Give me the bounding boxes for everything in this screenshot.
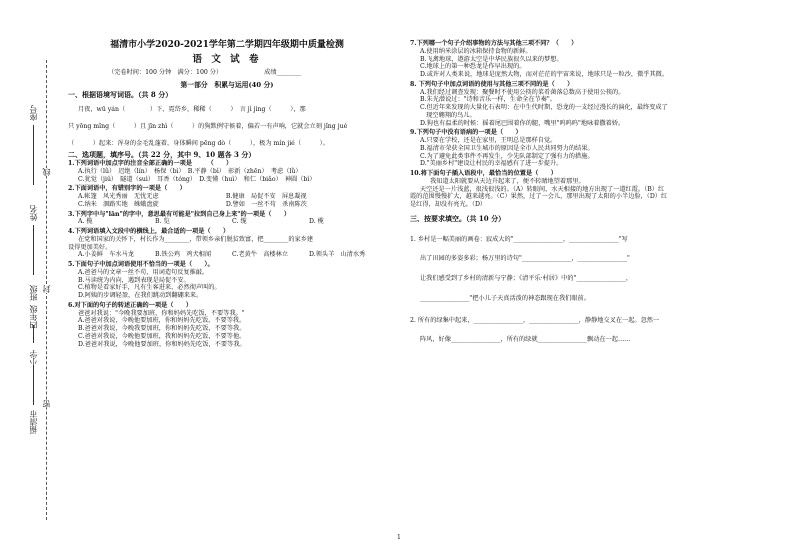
q3: 3.下列字中与"lān"的字中，意思最有可能是"拉到自己身上来"的一项是（ ）	[68, 210, 291, 218]
fill1-line-a: 1. 乡村是一幅美丽的画卷：寂成大的"________________，________________"写	[410, 235, 628, 243]
q9-option-b: B.福清市荣获全国卫生城市的原因是全市人民共同努力的结果。	[420, 144, 594, 152]
q7-option-b: B.飞禽地球、遨游太空是中华民族很久以来的梦想。	[420, 55, 563, 63]
q6-option-d: D.爸爸对我说，今晚他要加班，你和妈妈先吃饭，不要等我。	[78, 340, 246, 348]
q4-option-b: B.铁公鸡 鸡犬相闻	[155, 251, 212, 259]
q9-option-a: A.只要在学校，还是在家里，王明总是那样自觉。	[420, 137, 557, 144]
q7: 7.下列哪一个句子介绍事物的方法与其他三项不同？（ ）	[410, 40, 578, 47]
cut-mark-mi: 密	[42, 400, 51, 408]
q4-option-d: D.领头羊 山清水秀	[309, 251, 366, 259]
q1-line-a: A.执行（lǜ） 迟绝（lín） 杨保（bì） B.平静（bì） 彰新（zhēn） 考虑（lǜ）	[78, 167, 302, 175]
cut-mark-feng: 封	[42, 285, 51, 293]
q6: 6.对下面的句子的转述正确的一项是（ ）	[68, 301, 193, 309]
q6-text: 爸爸对我说："今晚我要加班，你和妈妈先吃饭，不要等我。"	[78, 309, 245, 317]
q5-option-b: B.马读统为内向，遇到表现是局促不安。	[78, 276, 190, 284]
q4-option-c: C.老黄牛 高楼林立	[232, 251, 288, 259]
page-number: 1	[397, 534, 401, 541]
exam-title: 福清市小学2020-2021学年第二学期四年级期中质量检测	[110, 40, 344, 50]
q6-option-b: B.爸爸对我说，今晚我要加班，你和妈妈先吃饭，不要等我。	[78, 325, 246, 333]
q8-option-d: D.狗也有温柔的时候：摇着尾巴围着你的腿，嘴里"呜呜呜"地咏着撒着娇。	[420, 119, 625, 127]
s1-line-1: 月夜，wū yán（ ）下，霓岱乡，稀稀（ ） 言 jì jìng（ ），那	[78, 106, 306, 114]
q7-option-c: C.地球上的第一种恐龙是作早出现的。	[420, 63, 526, 71]
q4: 4.下列词语填入文段中的横线上，最合适的一项是（ ）	[68, 228, 230, 236]
q4-text-2: 设得更加美好。	[68, 243, 112, 251]
fill2-line-a: 2. 所有的绿集中起来，________________，________________，静静地交叉在一起。忽然一	[410, 316, 660, 324]
q10: 10.将下面句子插入语段中，最恰当的位置是（ ）	[410, 170, 557, 177]
q8: 8. 下列句子中加点词语的使用与其他三项不同的是（ ）	[410, 80, 574, 88]
q10-passage-2: 霞的范围慢慢扩大，越来越亮。（C）果然，过了一会儿，那里出现了太阳的小半边脸，（D）红	[410, 193, 668, 201]
school-label: 小学	[29, 350, 38, 366]
binding-strip	[0, 0, 62, 549]
q9: 9.下列句子中没有语病的一项是（ ）	[410, 129, 522, 137]
part1-heading: 第一部分 积累与运用(40 分)	[180, 80, 274, 89]
q2-option-d: D.譬如 一丝不苟 杀南陈茨	[225, 200, 307, 208]
q7-option-d: D.或许对人类来说，地球是庞然大物，而对茫茫的宇宙来说，地球只是一粒沙，微乎其微。	[420, 71, 669, 78]
cut-mark-xian: 线	[42, 168, 51, 176]
q5-option-c: C.植物是看家好手，凡有生客进来，必然彻声叫的。	[78, 284, 221, 292]
fill1-line-d: ________________"把小儿子天真活泼的神态跟现在我们眼前。	[420, 294, 590, 302]
exam-meta: （完卷时间：100 分钟 满分：100 分）	[108, 69, 223, 77]
q7-option-a: A.使用纳米涂层的冰箱保持食物的新鲜。	[420, 47, 532, 55]
q4-option-a: A.小姜鲜 车水马龙	[78, 251, 134, 259]
name-label: 姓名	[29, 205, 38, 221]
q4-text: 在党和国家的关怀下，村长作为________，带领乡亲们脱贫致富，把________的家乡建	[78, 235, 314, 243]
q8-option-c: C.但近年来发现的大量化石表明：在中生代时期，恐龙的一支经过漫长的演化，最终变成了	[420, 104, 668, 111]
grade-label: 四年级	[29, 305, 38, 329]
q9-option-c: C.为了避免此类事件不再发生，少先队部制定了强有力的措施。	[420, 152, 594, 160]
q3-option-c: C. 缆	[232, 218, 247, 226]
q6-option-a: A.爸爸对我说，今晚他要加班，你和妈妈先吃饭，不要等我。	[78, 317, 246, 325]
q2-option-a: A.帐篷 风光秀丽 无忧无虑	[78, 193, 159, 201]
q10-sentence: 我知道太阳就要从天边升起来了，便不转睛地望着那里。	[430, 177, 585, 185]
q3-option-b: B. 览	[155, 218, 170, 226]
fill1-line-b: 出了田园的多姿多彩；杨万里的诗句"________________，________________"	[420, 255, 630, 263]
s1-line-3: （ ）起来：浑身的金毛乱蓬着，身体瞬间 pēng dò（ ），极为 mín jié（ ）。	[68, 139, 329, 147]
q6-option-c: C.爸爸对我说，今晚他要加班，我和妈妈先吃饭，不要等他。	[78, 332, 246, 340]
q1: 1.下列词语中加点字的注音全部正确的一项是 （ ）	[68, 160, 233, 168]
q8-option-c-cont: 现空翱翔的鸟儿。	[420, 111, 476, 119]
q2-option-c: C.纳米 涸路实地 蛛蛾盘旋	[78, 200, 159, 208]
q5-option-d: D.阿姨的步调轻盈，在我们跳动到翻硼来来。	[78, 292, 203, 300]
q8-option-b: B.朱光潜说过："诗和音乐一样，生命全在节奏"。	[420, 96, 556, 104]
q3-option-d: D. 榄	[309, 218, 324, 226]
left-column	[68, 40, 386, 348]
section2-heading: 二、选项题，填序号。（共 22 分，其中 9、10 题各 3 分）	[68, 150, 256, 160]
section3-heading: 三、按要求填空。（共 10 分）	[410, 213, 506, 223]
class-label: 班级	[29, 285, 38, 301]
q2: 2.下面词语中，有错别字的一项是（ ）	[68, 185, 186, 193]
q3-option-a: A. 揽	[78, 218, 93, 226]
exam-subject: 语 文 试 卷	[192, 54, 262, 66]
q10-passage-3: 是红得，却没有亮光。（D）	[410, 201, 487, 208]
q9-option-d: D."美丽乡村"建设让村民的幸福感有了进一步提升。	[420, 160, 563, 168]
seat-label: 座号	[29, 105, 38, 121]
city-label: 福清市	[29, 410, 38, 434]
q10-passage-1: 天空还是一片浅蓝，很浅很浅的。（A）转眼间，水天相接的地方出现了一道红霞。（B）红	[420, 185, 665, 193]
s1-line-2: 只 yōng mǐng（ ）且 jīn zhì（ ）的狗默例守候着，偏若一有声响，它就会立刻 jǐng jué	[68, 122, 348, 130]
section1-heading: 一、根据语境写词语。（共 8 分）	[68, 90, 173, 100]
q8-option-a: A.我们经过调查发现：聚餐时不使用公筷的菜肴菌落总数高于使用公筷的。	[420, 88, 625, 96]
right-column	[410, 40, 778, 344]
q5-option-a: A.爸爸马的文章一丝不苟，用词造句反复推敲。	[78, 268, 209, 276]
q5: 5.下面句子中加点词语使用不恰当的一项是（ ）。	[68, 261, 214, 269]
fill2-line-b: 阵风，好像________________，所有的绿就________________飘动在一起……	[420, 336, 631, 344]
q2-option-b: B.健康 局促不安 屏息凝视	[225, 193, 307, 201]
score-field: 成绩________	[264, 69, 302, 77]
fill1-line-c: 让我们感受到了乡村的清新与宁静；《清平乐·村居》中的"________________，	[420, 275, 633, 282]
q1-line-b: C.犹觉（jiǔ） 隧道（suì） 耳香（tóng） D.变懂（huì） 和仁（biǎo） 神圆（bì）	[78, 175, 316, 183]
